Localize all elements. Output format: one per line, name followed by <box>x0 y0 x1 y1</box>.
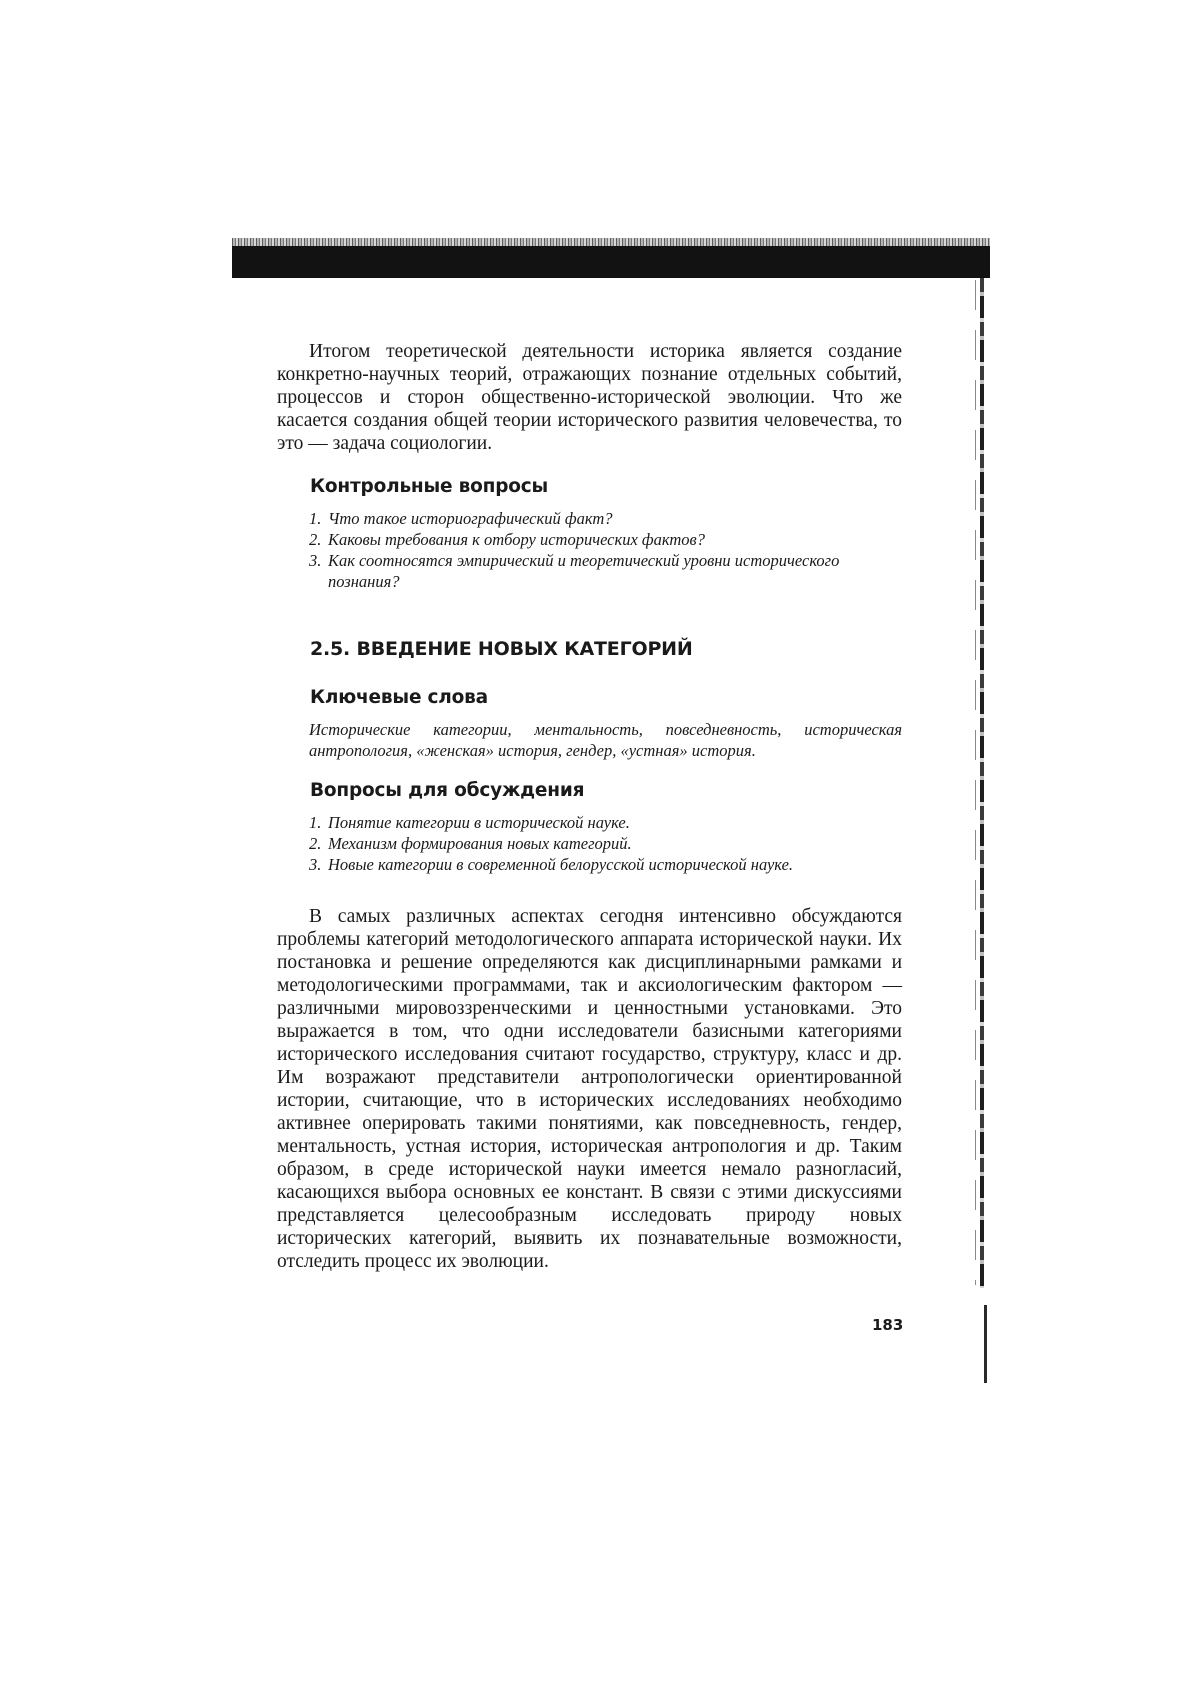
list-item: 2. Каковы требования к отбору исторических фактов? <box>309 530 705 549</box>
keywords-heading: Ключевые слова <box>310 687 488 708</box>
list-item: 3. Новые категории в современной белорусской исторической науке. <box>309 855 794 874</box>
scan-edge-shadow <box>975 280 976 1285</box>
scan-edge-line-bottom <box>984 1305 987 1383</box>
page-content <box>277 340 902 1273</box>
intro-paragraph: Итогом теоретической деятельности историка является создание конкретно-научных теорий, отражающих познание отдельных событий, процессов и сторон общественно-исторической эволюции. Что же касается создания общей теории исторического развития человечества, то это — задача социологии. <box>277 341 902 454</box>
list-item: 1. Понятие категории в исторической науке. <box>309 813 630 832</box>
discussion-questions-heading: Вопросы для обсуждения <box>310 780 585 801</box>
control-questions-list <box>277 508 902 592</box>
list-item: 2. Механизм формирования новых категорий. <box>309 834 632 853</box>
discussion-questions-list <box>277 812 902 875</box>
header-bar <box>232 246 990 278</box>
keywords-text: Исторические категории, ментальность, повседневность, историческая антропология, «женская» история, гендер, «устная» история. <box>309 720 902 760</box>
list-item: 1. Что такое историографический факт? <box>309 509 613 528</box>
control-questions-heading: Контрольные вопросы <box>310 476 549 497</box>
section-title: 2.5. ВВЕДЕНИЕ НОВЫХ КАТЕГОРИЙ <box>310 638 693 660</box>
main-paragraph: В самых различных аспектах сегодня интенсивно обсуждаются проблемы категорий методологического аппарата исторической науки. Их постановка и решение определяются как дисциплинарными рамками и методологическими программами, так и аксиологическим фактором — различными мировоззренческими и ценностными установками. Это выражается в том, что одни исследователи базисными категориями исторического исследования считают государство, структуру, класс и др. Им возражают представители антропологически ориентированной истории, считающие, что в исторических исследованиях необходимо активнее оперировать такими понятиями, как повседневность, гендер, ментальность, устная история, историческая антропология и др. Таким образом, в среде исторической науки имеется немало разногласий, касающихся выбора основных ее констант. В связи с этими дискуссиями представляется целесообразным исследовать природу новых исторических категорий, выявить их познавательные возможности, отследить процесс их эволюции. <box>277 906 902 1272</box>
page-number: 183 <box>872 1316 904 1334</box>
list-item: 3. Как соотносятся эмпирический и теоретический уровни исторического познания? <box>309 551 840 591</box>
scan-edge-line <box>980 278 984 1288</box>
